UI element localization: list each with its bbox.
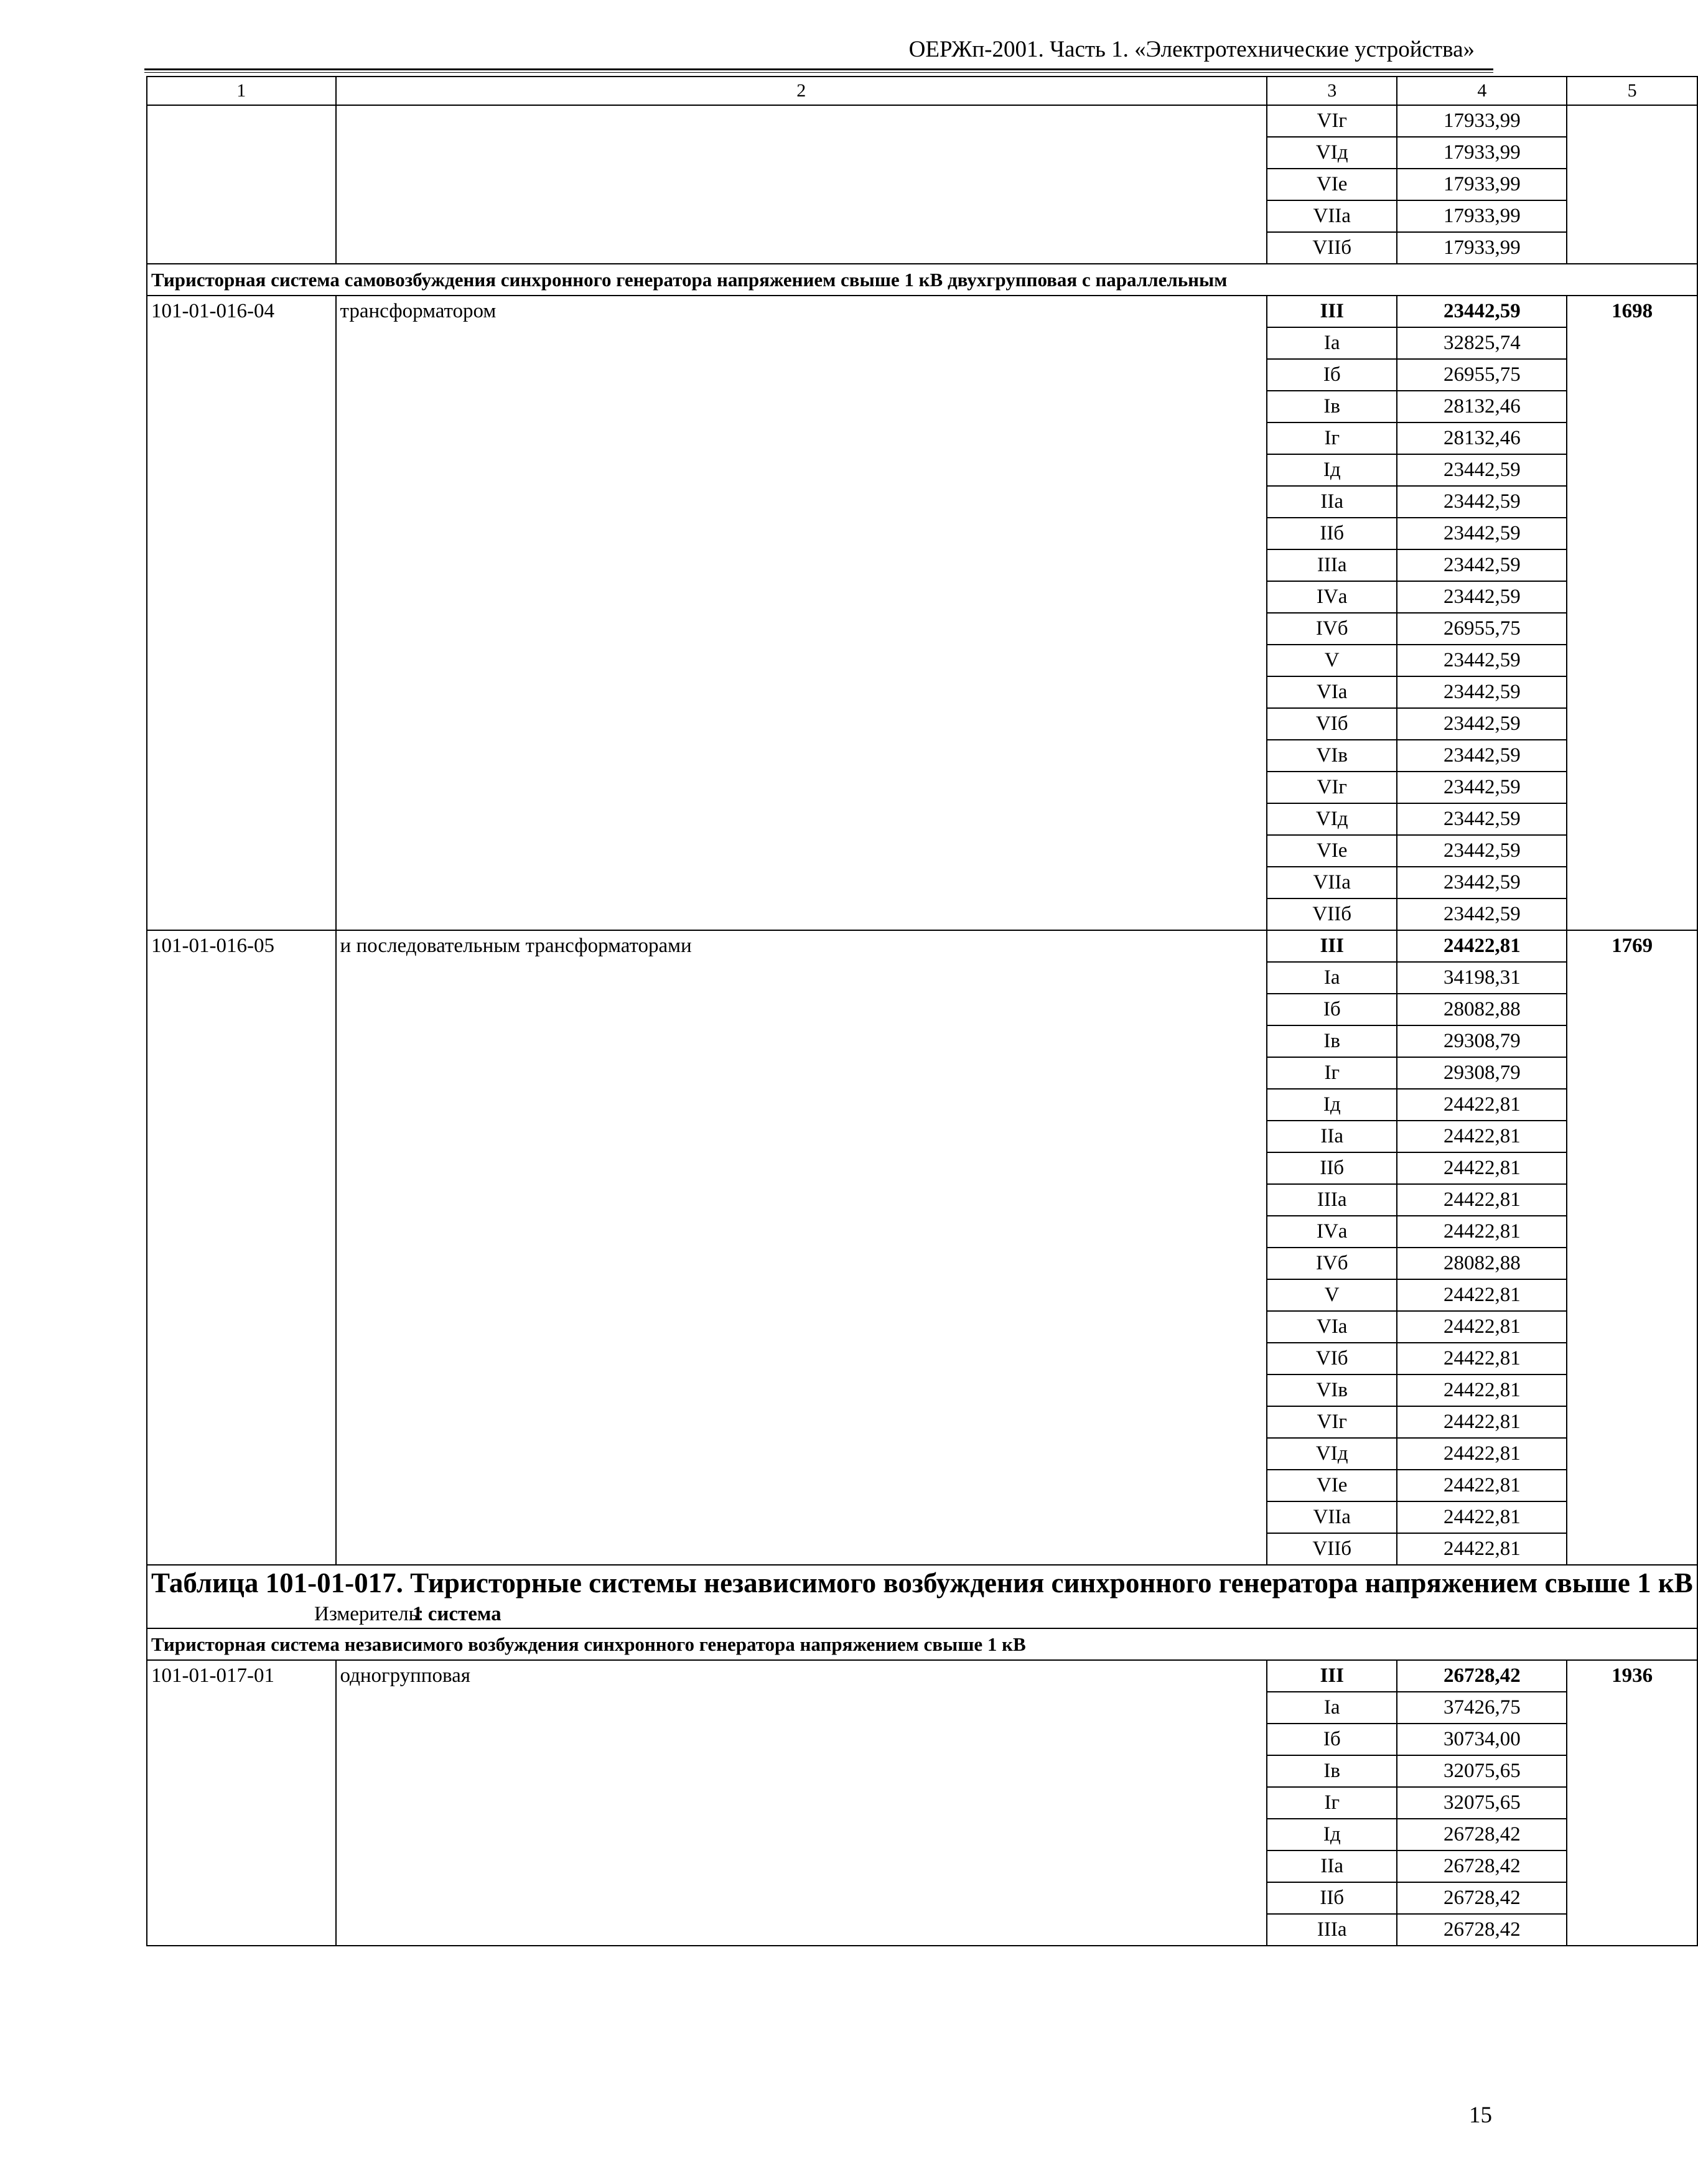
item-name: трансформатором [336, 296, 1267, 930]
price-cell: 23442,59 [1397, 581, 1567, 613]
price-cell: 24422,81 [1397, 1501, 1567, 1533]
section-caption-row [147, 264, 1697, 296]
section-caption: Тиристорная система самовозбуждения синхронного генератора напряжением свыше 1 кВ двухгрупповая с параллельным [147, 264, 1697, 296]
price-cell: 17933,99 [1397, 137, 1567, 169]
zone-cell: Iг [1267, 1787, 1397, 1819]
zone-cell: III [1267, 296, 1397, 327]
table-row [147, 930, 1697, 962]
price-cell: 24422,81 [1397, 930, 1567, 962]
price-cell: 34198,31 [1397, 962, 1567, 994]
price-cell: 23442,59 [1397, 549, 1567, 581]
price-cell: 23442,59 [1397, 454, 1567, 486]
price-cell: 26728,42 [1397, 1850, 1567, 1882]
labor-cost: 1698 [1567, 296, 1697, 930]
price-cell: 32075,65 [1397, 1787, 1567, 1819]
zone-cell: III [1267, 930, 1397, 962]
zone-cell: Iг [1267, 422, 1397, 454]
measure-line [151, 1600, 1693, 1628]
price-cell: 17933,99 [1397, 105, 1567, 137]
zone-cell: Iв [1267, 1025, 1397, 1057]
price-cell: 23442,59 [1397, 867, 1567, 898]
item-code: 101-01-016-05 [147, 930, 336, 1565]
zone-cell: Iг [1267, 1057, 1397, 1089]
zone-cell: IVа [1267, 581, 1397, 613]
zone-cell: Iв [1267, 1755, 1397, 1787]
price-cell: 37426,75 [1397, 1692, 1567, 1724]
labor-cell [1567, 105, 1697, 264]
price-cell: 26728,42 [1397, 1882, 1567, 1914]
price-cell: 26728,42 [1397, 1660, 1567, 1692]
header-rule [144, 68, 1493, 70]
price-cell: 24422,81 [1397, 1438, 1567, 1470]
column-number-4: 4 [1397, 77, 1567, 105]
price-cell: 24422,81 [1397, 1279, 1567, 1311]
zone-cell: VIд [1267, 803, 1397, 835]
zone-cell: IIа [1267, 486, 1397, 518]
price-cell: 29308,79 [1397, 1057, 1567, 1089]
column-number-3: 3 [1267, 77, 1397, 105]
price-cell: 23442,59 [1397, 645, 1567, 676]
zone-cell: IVа [1267, 1216, 1397, 1248]
price-cell: 28082,88 [1397, 1248, 1567, 1279]
zone-cell: IVб [1267, 1248, 1397, 1279]
price-cell: 24422,81 [1397, 1184, 1567, 1216]
item-code: 101-01-017-01 [147, 1660, 336, 1946]
zone-cell: III [1267, 1660, 1397, 1692]
price-cell: 24422,81 [1397, 1406, 1567, 1438]
price-cell: 29308,79 [1397, 1025, 1567, 1057]
zone-cell: VIIа [1267, 867, 1397, 898]
zone-cell: VIIб [1267, 232, 1397, 264]
running-header: ОЕРЖп-2001. Часть 1. «Электротехнические устройства» [908, 37, 1475, 62]
price-cell: 26728,42 [1397, 1914, 1567, 1946]
table-row [147, 296, 1697, 327]
price-cell: 23442,59 [1397, 835, 1567, 867]
header-rule-thin [144, 72, 1493, 73]
zone-cell: VIIб [1267, 1533, 1397, 1565]
price-cell: 24422,81 [1397, 1343, 1567, 1374]
zone-cell: IIб [1267, 1152, 1397, 1184]
zone-cell: V [1267, 1279, 1397, 1311]
table-title-cell [147, 1565, 1697, 1628]
table-title: Таблица 101-01-017. Тиристорные системы независимого возбуждения синхронного генератора напряжением свыше 1 кВ [151, 1567, 1693, 1598]
zone-cell: Iа [1267, 327, 1397, 359]
price-cell: 26955,75 [1397, 613, 1567, 645]
zone-cell: VIв [1267, 740, 1397, 772]
price-cell: 24422,81 [1397, 1470, 1567, 1501]
section-caption: Тиристорная система независимого возбуждения синхронного генератора напряжением свыше 1 кВ [147, 1628, 1697, 1660]
column-number-1: 1 [147, 77, 336, 105]
table-title-row [147, 1565, 1697, 1628]
table-row [147, 1660, 1697, 1692]
zone-cell: Iб [1267, 359, 1397, 391]
zone-cell: VIг [1267, 1406, 1397, 1438]
zone-cell: V [1267, 645, 1397, 676]
item-name: одногрупповая [336, 1660, 1267, 1946]
zone-cell: Iб [1267, 1724, 1397, 1755]
zone-cell: Iа [1267, 1692, 1397, 1724]
rates-table-body [147, 77, 1697, 1946]
zone-cell: VIв [1267, 1374, 1397, 1406]
price-cell: 23442,59 [1397, 486, 1567, 518]
zone-cell: Iд [1267, 454, 1397, 486]
price-cell: 23442,59 [1397, 740, 1567, 772]
zone-cell: Iд [1267, 1819, 1397, 1850]
zone-cell: VIг [1267, 772, 1397, 803]
price-cell: 24422,81 [1397, 1121, 1567, 1152]
zone-cell: VIб [1267, 1343, 1397, 1374]
zone-cell: VIб [1267, 708, 1397, 740]
zone-cell: VIа [1267, 1311, 1397, 1343]
price-cell: 24422,81 [1397, 1374, 1567, 1406]
price-cell: 23442,59 [1397, 518, 1567, 549]
price-cell: 26728,42 [1397, 1819, 1567, 1850]
zone-cell: VIе [1267, 1470, 1397, 1501]
zone-cell: VIг [1267, 105, 1397, 137]
price-cell: 17933,99 [1397, 200, 1567, 232]
zone-cell: IIIа [1267, 549, 1397, 581]
zone-cell: Iд [1267, 1089, 1397, 1121]
price-cell: 23442,59 [1397, 772, 1567, 803]
price-cell: 32825,74 [1397, 327, 1567, 359]
item-code: 101-01-016-04 [147, 296, 336, 930]
item-name: и последовательным трансформаторами [336, 930, 1267, 1565]
zone-cell: VIIб [1267, 898, 1397, 930]
price-cell: 30734,00 [1397, 1724, 1567, 1755]
code-cell [147, 105, 336, 264]
price-cell: 32075,65 [1397, 1755, 1567, 1787]
price-cell: 23442,59 [1397, 676, 1567, 708]
price-cell: 24422,81 [1397, 1216, 1567, 1248]
description-cell [336, 105, 1267, 264]
zone-cell: IIIа [1267, 1184, 1397, 1216]
price-cell: 28082,88 [1397, 994, 1567, 1025]
zone-cell: VIе [1267, 169, 1397, 200]
price-cell: 26955,75 [1397, 359, 1567, 391]
table-row [147, 105, 1697, 137]
zone-cell: IIа [1267, 1850, 1397, 1882]
zone-cell: IIб [1267, 518, 1397, 549]
price-cell: 24422,81 [1397, 1311, 1567, 1343]
zone-cell: IIа [1267, 1121, 1397, 1152]
zone-cell: VIд [1267, 137, 1397, 169]
zone-cell: Iв [1267, 391, 1397, 422]
price-cell: 23442,59 [1397, 898, 1567, 930]
price-cell: 17933,99 [1397, 169, 1567, 200]
labor-cost: 1936 [1567, 1660, 1697, 1946]
labor-cost: 1769 [1567, 930, 1697, 1565]
measure-label: Измеритель: [314, 1603, 424, 1625]
zone-cell: VIIа [1267, 200, 1397, 232]
price-cell: 28132,46 [1397, 422, 1567, 454]
zone-cell: VIа [1267, 676, 1397, 708]
column-number-row [147, 77, 1697, 105]
zone-cell: IIб [1267, 1882, 1397, 1914]
price-cell: 23442,59 [1397, 296, 1567, 327]
section-caption-row [147, 1628, 1697, 1660]
price-cell: 24422,81 [1397, 1152, 1567, 1184]
price-cell: 28132,46 [1397, 391, 1567, 422]
zone-cell: VIIа [1267, 1501, 1397, 1533]
price-cell: 24422,81 [1397, 1533, 1567, 1565]
measure-value: 1 система [413, 1603, 501, 1625]
rates-table [146, 76, 1698, 1946]
page-number: 15 [1469, 2102, 1492, 2128]
zone-cell: VIе [1267, 835, 1397, 867]
price-cell: 24422,81 [1397, 1089, 1567, 1121]
price-cell: 23442,59 [1397, 803, 1567, 835]
column-number-2: 2 [336, 77, 1267, 105]
zone-cell: IVб [1267, 613, 1397, 645]
zone-cell: IIIа [1267, 1914, 1397, 1946]
zone-cell: Iб [1267, 994, 1397, 1025]
column-number-5: 5 [1567, 77, 1697, 105]
price-cell: 17933,99 [1397, 232, 1567, 264]
price-cell: 23442,59 [1397, 708, 1567, 740]
zone-cell: Iа [1267, 962, 1397, 994]
zone-cell: VIд [1267, 1438, 1397, 1470]
